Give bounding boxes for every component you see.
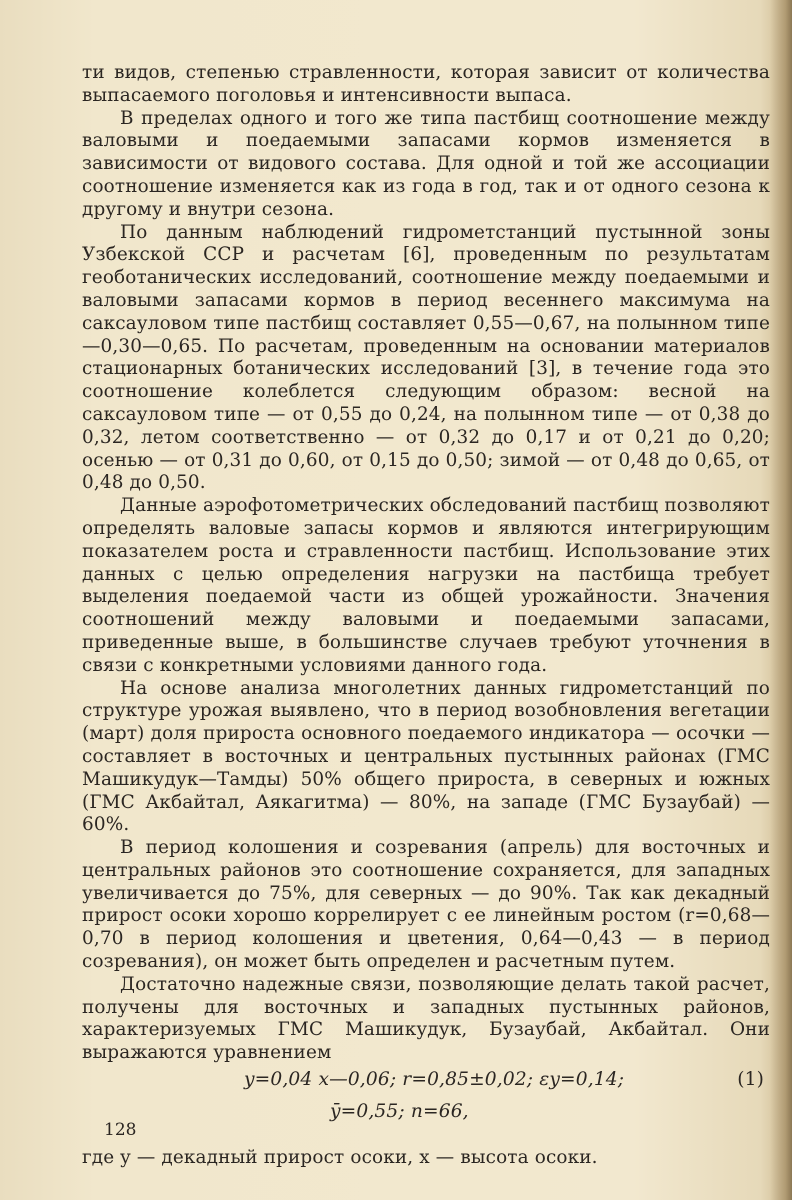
- equation-1: y=0,04 x—0,06; r=0,85±0,02; εy=0,14;: [244, 1069, 625, 1091]
- paragraph-6: В период колошения и созревания (апрель) для восточных и центральных районов это соотношение сохраняется, для западных увеличивается до 75%, для северных — до 90%. Так как декадный прирост осоки хорошо коррелирует с ее линейным ростом (r=0,68—0,70 в период колошения и цветения, 0,64—0,43 — в период созревания), он может быть определен и расчетным путем.: [82, 837, 770, 973]
- equation-2-row: [82, 1097, 770, 1129]
- equation-1-row: [82, 1065, 770, 1097]
- equation-2: ȳ=0,55; n=66,: [330, 1101, 469, 1123]
- body-text: [82, 62, 770, 1170]
- page-number: 128: [104, 1120, 137, 1140]
- paragraph-7: Достаточно надежные связи, позволяющие делать такой расчет, получены для восточных и западных пустынных районов, характеризуемых ГМС Машикудук, Бузаубай, Акбайтал. Они выражаются уравнением: [82, 973, 770, 1064]
- page-spine-shadow: [770, 0, 792, 1200]
- paragraph-4: Данные аэрофотометрических обследований пастбищ позволяют определять валовые запасы кормов и являются интегрирующим показателем роста и стравленности пастбищ. Использование этих данных с целью определения нагрузки на пастбища требует выделения поедаемой части из общей урожайности. Значения соотношений между валовыми и поедаемыми запасами, приведенные выше, в большинстве случаев требуют уточнения в связи с конкретными условиями данного года.: [82, 495, 770, 676]
- paragraph-1: ти видов, степенью стравленности, которая зависит от количества выпасаемого поголовья и интенсивности выпаса.: [82, 62, 770, 106]
- paragraph-2: В пределах одного и того же типа пастбищ соотношение между валовыми и поедаемыми запасами кормов изменяется в зависимости от видового состава. Для одной и той же ассоциации соотношение изменяется как из года в год, так и от одного сезона к другому и внутри сезона.: [82, 107, 770, 220]
- closing-line: где y — декадный прирост осоки, x — высота осоки.: [82, 1147, 598, 1169]
- equation-number: (1): [737, 1069, 764, 1091]
- paragraph-5: На основе анализа многолетних данных гидрометстанций по структуре урожая выявлено, что в период возобновления вегетации (март) доля прироста основного поедаемого индикатора — осочки — составляет в восточных и центральных пустынных районах (ГМС Машикудук—Тамды) 50% общего прироста, в северных и южных (ГМС Акбайтал, Аякагитма) — 80%, на западе (ГМС Бузаубай) — 60%.: [82, 677, 770, 836]
- paragraph-3: По данным наблюдений гидрометстанций пустынной зоны Узбекской ССР и расчетам [6], проведенным по результатам геоботанических исследований, соотношение между поедаемыми и валовыми запасами кормов в период весеннего максимума на саксауловом типе пастбищ составляет 0,55—0,67, на полынном типе—0,30—0,65. По расчетам, проведенным на основании материалов стационарных ботанических исследований [3], в течение года это соотношение колеблется следующим образом: весной на саксауловом типе — от 0,55 до 0,24, на полынном типе — от 0,38 до 0,32, летом соответственно — от 0,32 до 0,17 и от 0,21 до 0,20; осенью — от 0,31 до 0,60, от 0,15 до 0,50; зимой — от 0,48 до 0,65, от 0,48 до 0,50.: [82, 221, 770, 494]
